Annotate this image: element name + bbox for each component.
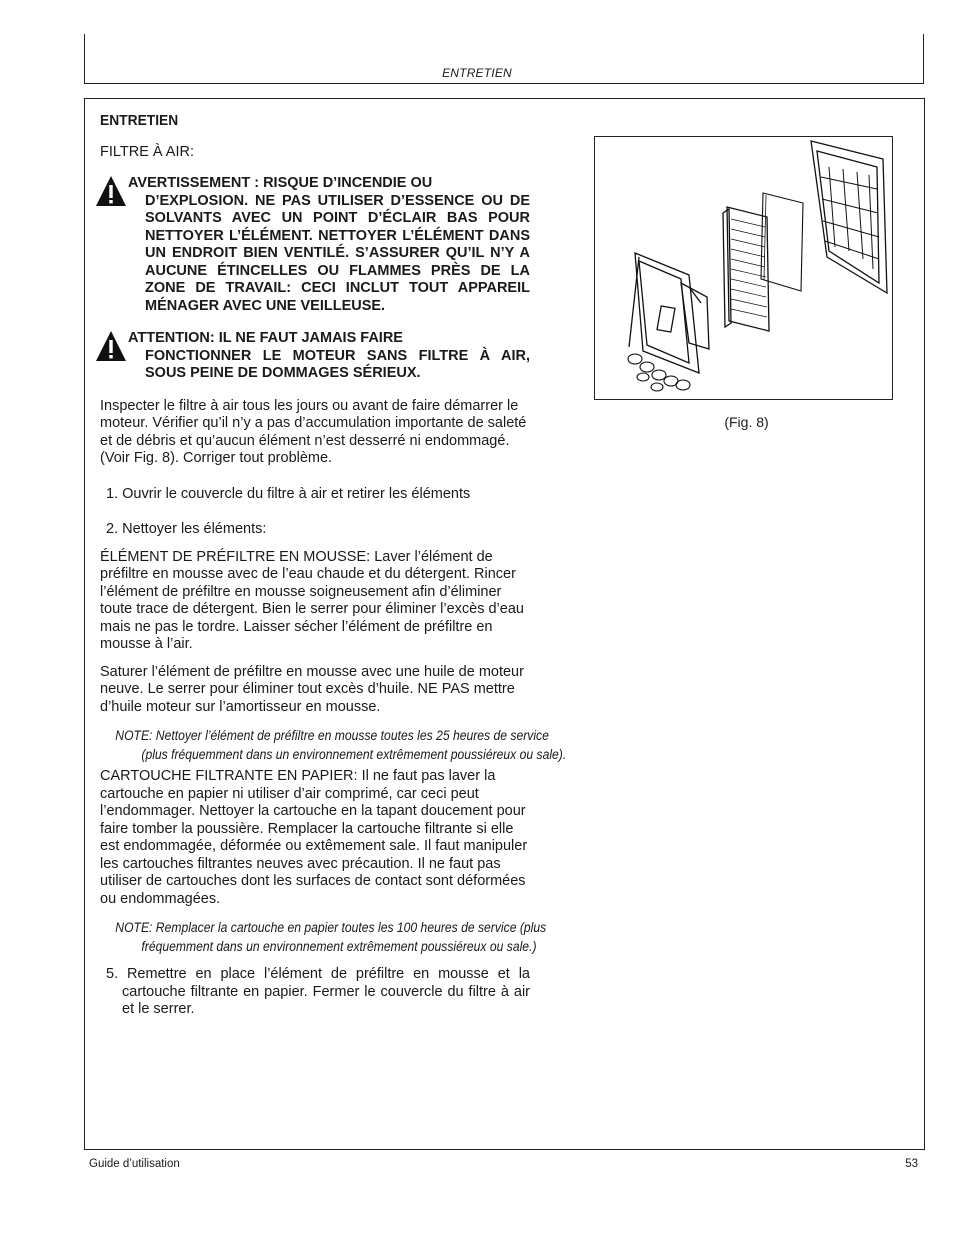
warning-block-engine <box>100 330 530 383</box>
warning-block-fire <box>100 175 530 315</box>
intro-paragraph: Inspecter le filtre à air tous les jours ou avant de faire démarrer le moteur. Vérifier qu’il n’y a pas d’accumulation importante de saleté et de débris et qu’aucun élément n’est desserré ni endommagé. (Voir Fig. 8). Corriger tout problème. <box>100 397 527 466</box>
warning-lead: ATTENTION: IL NE FAUT JAMAIS FAIRE <box>128 330 403 346</box>
warning-body: D’EXPLOSION. NE PAS UTILISER D’ESSENCE OU DE SOLVANTS AVEC UN POINT D’ÉCLAIR BAS POUR NETTOYER L’ÉLÉMENT. NETTOYER L’ÉLÉMENT DANS UN ENDROIT BIEN VENTILÉ. S’ASSURER QU’IL N’Y A AUCUNE ÉTINCELLES OU FLAMMES PRÈS DE LA ZONE DE TRAVAIL: CECI INCLUT TOUT APPAREIL MÉNAGER AVEC UNE VEILLEUSE. <box>145 192 530 314</box>
section-subtitle: FILTRE À AIR: <box>100 143 195 160</box>
warning-body: FONCTIONNER LE MOTEUR SANS FILTRE À AIR, SOUS PEINE DE DOMMAGES SÉRIEUX. <box>145 347 530 381</box>
step-1: 1. Ouvrir le couvercle du filtre à air et retirer les éléments <box>106 485 471 502</box>
air-filter-exploded-illustration <box>595 137 891 398</box>
running-title: ENTRETIEN <box>442 66 512 80</box>
note-paper: NOTE: Remplacer la cartouche en papier toutes les 100 heures de service (plus fréquemment dans un environnement extrêmement poussiéreux ou sale.) <box>115 920 547 954</box>
warning-triangle-icon <box>95 330 127 362</box>
step-5: 5. Remettre en place l’élément de préfiltre en mousse et la cartouche filtrante en papier. Fermer le couvercle du filtre à air et le serrer. <box>106 966 530 1017</box>
text-column <box>100 112 567 1029</box>
figure-caption: (Fig. 8) <box>724 414 769 430</box>
step-2: 2. Nettoyer les éléments: <box>106 521 267 537</box>
foam-paragraph: ÉLÉMENT DE PRÉFILTRE EN MOUSSE: Laver l’élément de préfiltre en mousse avec de l’eau chaude et du détergent. Rincer l’élément de préfiltre en mousse soigneusement afin d’éliminer toute trace de détergent. Bien le serrer pour éliminer l’excès d’eau mais ne pas le tordre. Laisser sécher l’élément de préfiltre en mousse à l’air. <box>100 548 524 652</box>
paper-paragraph: CARTOUCHE FILTRANTE EN PAPIER: Il ne faut pas laver la cartouche en papier ni utiliser d’air comprimé, car ceci peut l’endommager. Nettoyer la cartouche en la tapant doucement pour faire tomber la poussière. Remplacer la cartouche filtrante si elle est endommagée, déformée ou extêmement sale. Il faut manipuler les cartouches filtrantes neuves avec précaution. Il ne faut pas utiliser de cartouches dont les surfaces de contact sont déformées ou endommagées. <box>100 768 528 907</box>
section-title: ENTRETIEN <box>100 112 179 129</box>
figure-frame <box>594 136 893 400</box>
warning-lead: AVERTISSEMENT : RISQUE D’INCENDIE OU <box>128 175 433 191</box>
warning-triangle-icon <box>95 175 127 207</box>
saturate-paragraph: Saturer l’élément de préfiltre en mousse avec une huile de moteur neuve. Le serrer pour éliminer tout excès d’huile. NE PAS mettre d’huile moteur sur l’amortisseur en mousse. <box>100 663 524 715</box>
note-foam: NOTE: Nettoyer l’élément de préfiltre en mousse toutes les 25 heures de service (plus fréquemment dans un environnement extrêmement poussiéreux ou sale). <box>115 728 567 762</box>
footer-guide-title: Guide d’utilisation <box>89 1158 180 1170</box>
page-number: 53 <box>905 1158 918 1170</box>
